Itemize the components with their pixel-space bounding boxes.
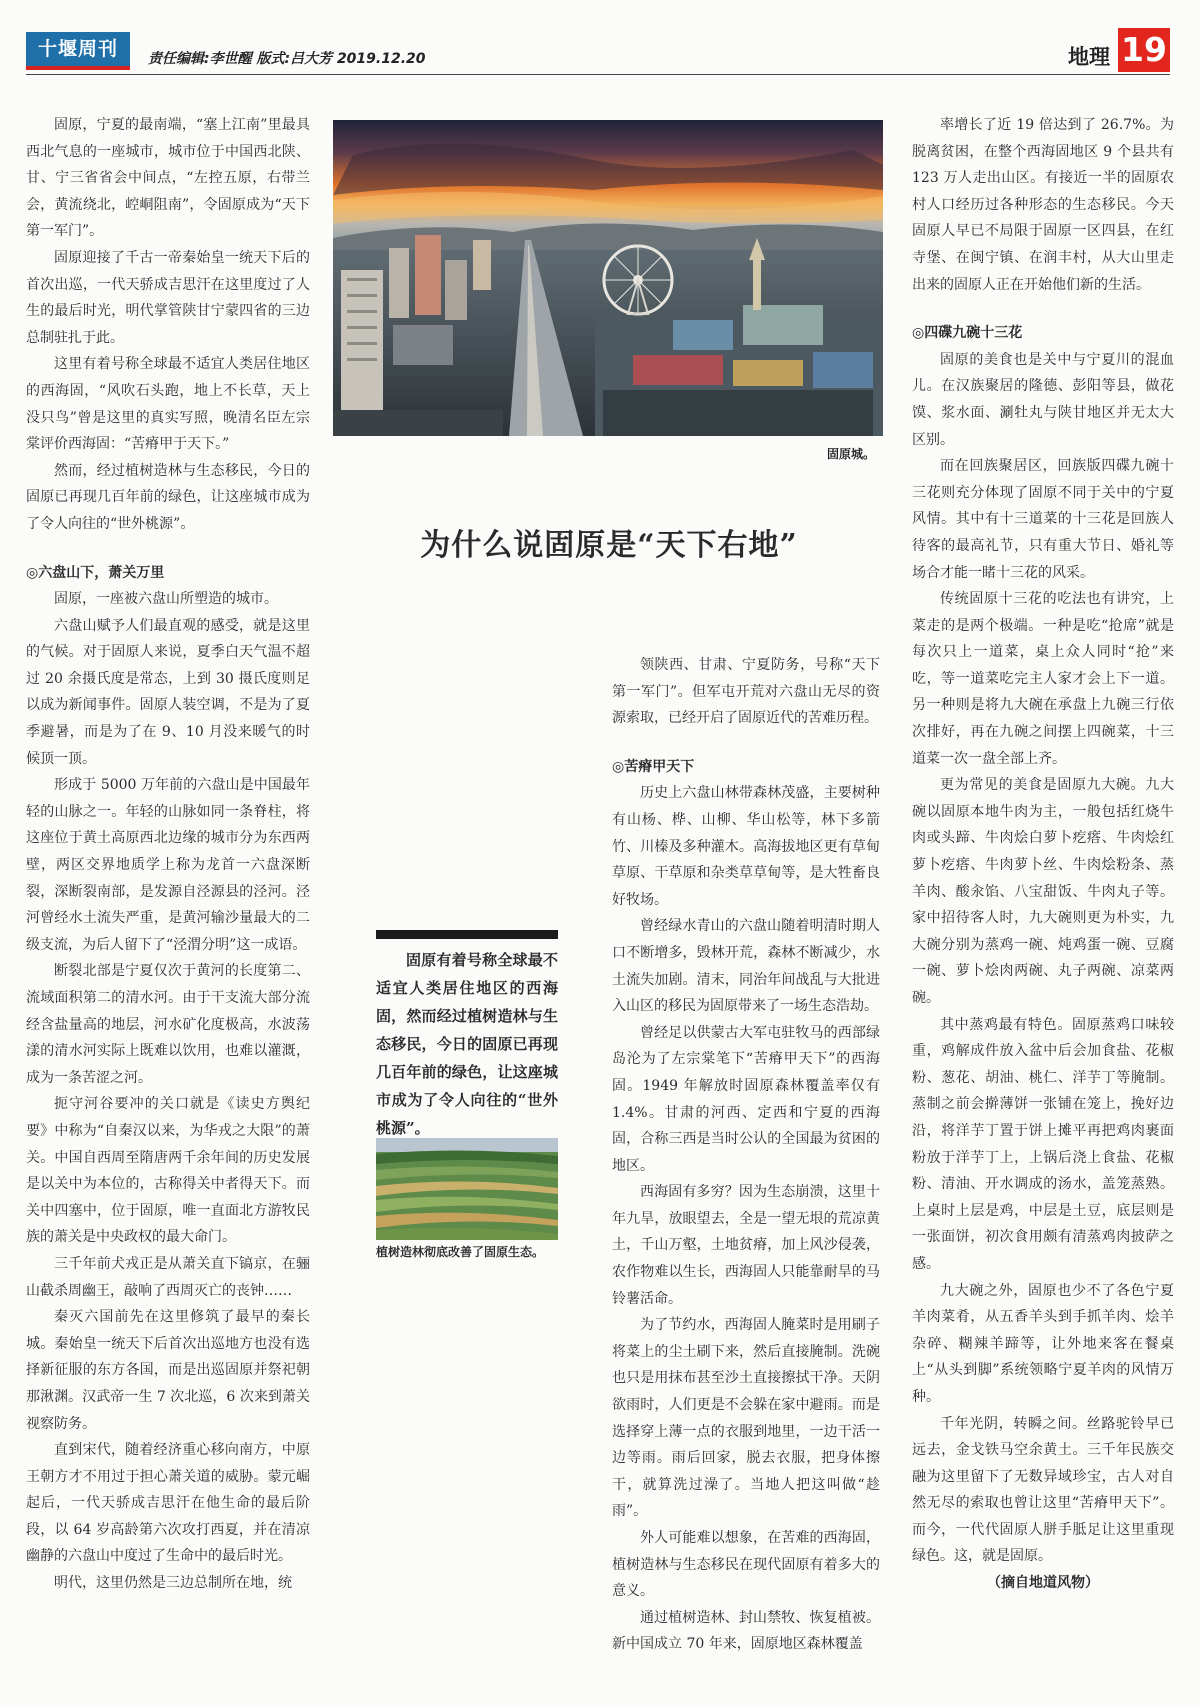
- paragraph: 固原的美食也是关中与宁夏川的混血儿。在汉族聚居的隆德、彭阳等县，做花馍、浆水面、涮牡丸与陕甘地区并无太大区别。: [912, 351, 1174, 448]
- paragraph: 外人可能难以想象，在苦难的西海固，植树造林与生态移民在现代固原有着多大的意义。: [612, 1530, 880, 1600]
- paragraph: 曾经足以供蒙古大军屯驻牧马的西部绿岛沦为了左宗棠笔下“苦瘠甲天下”的西海固。1949 年解放时固原森林覆盖率仅有 1.4%。甘肃的河西、定西和宁夏的西海固，合称三西是当时公认的全国最为贫困的地区。: [612, 1024, 880, 1174]
- masthead: 十堰周刊: [26, 32, 130, 66]
- paragraph: 六盘山赋予人们最直观的感受，就是这里的气候。对于固原人来说，夏季白天气温不超过 20 余摄氏度是常态，上到 30 摄氏度则足以成为新闻事件。固原人装空调，不是为了夏季避暑，而是为了在 9、10 月没来暖气的时候顶一顶。: [26, 617, 310, 767]
- pull-quote-bar: [376, 930, 558, 939]
- pull-quote: [376, 946, 558, 1142]
- terraced-fields-photo: [376, 1138, 558, 1240]
- header-rule: [26, 74, 1170, 75]
- paragraph: 千年光阴，转瞬之间。丝路驼铃早已远去，金戈铁马空余黄土。三千年民族交融为这里留下了无数异域珍宝，古人对自然无尽的索取也曾让这里“苦瘠甲天下”。而今，一代代固原人胼手胝足让这里重现绿色。这，就是固原。: [912, 1415, 1174, 1565]
- article-headline: 为什么说固原是“天下右地”: [420, 528, 798, 563]
- paragraph: 曾经绿水青山的六盘山随着明清时期人口不断增多，毁林开荒，森林不断减少，水土流失加剧。清末，同治年间战乱与大批进入山区的移民为固原带来了一场生态浩劫。: [612, 918, 880, 1015]
- paragraph: 更为常见的美食是固原九大碗。九大碗以固原本地牛肉为主，一般包括红烧牛肉或头蹄、牛肉烩白萝卜疙瘩、牛肉烩红萝卜疙瘩、牛肉萝卜丝、牛肉烩粉条、蒸羊肉、酸汆馅、八宝甜饭、牛肉丸子等。家中招待客人时，九大碗则更为朴实，九大碗分别为蒸鸡一碗、炖鸡蛋一碗、豆腐一碗、萝卜烩肉两碗、丸子两碗、凉菜两碗。: [912, 777, 1174, 1006]
- paragraph: 率增长了近 19 倍达到了 26.7%。为脱离贫困，在整个西海固地区 9 个县共有 123 万人走出山区。有接近一半的固原农村人口经历过各种形态的生态移民。今天固原人早已不局限于固原一区四县，在红寺堡、在闽宁镇、在润丰村，从大山里走出来的固原人正在开始他们新的生活。: [912, 117, 1174, 293]
- paragraph: 西海固有多穷？因为生态崩溃，这里十年九旱，放眼望去，全是一望无垠的荒凉黄土，千山万壑，土地贫瘠，加上风沙侵袭，农作物难以生长，西海固人只能靠耐旱的马铃薯活命。: [612, 1184, 880, 1307]
- section-label: 地理: [1068, 45, 1110, 69]
- page-number: 19: [1118, 28, 1170, 72]
- paragraph: 为了节约水，西海固人腌菜时是用刷子将菜上的尘土刷下来，然后直接腌制。洗碗也只是用抹布甚至沙土直接擦拭干净。天阴欲雨时，人们更是不会躲在家中避雨。而是选择穿上薄一点的衣服到地里，一边干活一边等雨。雨后回家，脱去衣服，把身体擦干，就算洗过澡了。当地人把这叫做“趁雨”。: [612, 1317, 880, 1520]
- paragraph: 然而，经过植树造林与生态移民，今日的固原已再现几百年前的绿色，让这座城市成为了令人向往的“世外桃源”。: [26, 462, 310, 532]
- city-illustration: [333, 120, 883, 436]
- paragraph: 通过植树造林、封山禁牧、恢复植被。新中国成立 70 年来，固原地区森林覆盖: [612, 1609, 880, 1653]
- article-column-1: [26, 112, 310, 1597]
- paragraph: 秦灭六国前先在这里修筑了最早的秦长城。秦始皇一统天下后首次出巡地方也没有选择新征服的东方各国，而是出巡固原并祭祀朝那湫渊。汉武帝一生 7 次北巡，6 次来到萧关视察防务。: [26, 1309, 310, 1432]
- paragraph: 领陕西、甘肃、宁夏防务，号称“天下第一军门”。但军屯开荒对六盘山无尽的资源索取，已经开启了固原近代的苦难历程。: [612, 657, 880, 727]
- section-heading: ◎苦瘠甲天下: [612, 758, 695, 775]
- page-header: [26, 28, 1170, 74]
- paragraph: 明代，这里仍然是三边总制所在地，统: [54, 1575, 292, 1592]
- paragraph: 直到宋代，随着经济重心移向南方，中原王朝方才不用过于担心萧关道的威胁。蒙元崛起后，一代天骄成吉思汗在他生命的最后阶段，以 64 岁高龄第六次攻打西夏，并在清凉幽静的六盘山中度过了生命中的最后时光。: [26, 1442, 310, 1565]
- thumbnail-caption: 植树造林彻底改善了固原生态。: [376, 1245, 545, 1259]
- section-heading: ◎四碟九碗十三花: [912, 325, 1023, 342]
- article-column-4: [912, 112, 1174, 1597]
- paragraph: 固原，宁夏的最南端，“塞上江南”里最具西北气息的一座城市，城市位于中国西北陕、甘、宁三省省会中间点，“左控五原，右带兰会，黄流绕北，崆峒阻南”，令固原成为“天下第一军门”。: [26, 117, 310, 240]
- article-column-3: [612, 652, 880, 1658]
- terrace-illustration: [376, 1138, 558, 1240]
- paragraph: 九大碗之外，固原也少不了各色宁夏羊肉菜肴，从五香羊头到手抓羊肉、烩羊杂碎、糊辣羊蹄等，让外地来客在餐桌上“从头到脚”系统领略宁夏羊肉的风情万种。: [912, 1282, 1174, 1405]
- paragraph: 而在回族聚居区，回族版四碟九碗十三花则充分体现了固原不同于关中的宁夏风情。其中有十三道菜的十三花是回族人待客的最高礼节，只有重大节日、婚礼等场合才能一睹十三花的风采。: [912, 458, 1174, 581]
- guyuan-city-photo: [333, 120, 883, 436]
- paragraph: 传统固原十三花的吃法也有讲究，上菜走的是两个极端。一种是吃“抢席”就是每次只上一道菜，桌上众人同时“抢”来吃，等一道菜吃完主人家才会上下一道。另一种则是将九大碗在承盘上九碗三行依次排好，再在九碗之间摆上四碗菜，十三道菜一次一盘全部上齐。: [912, 591, 1174, 767]
- section-heading: ◎六盘山下，萧关万里: [26, 564, 165, 581]
- masthead-underline: [26, 66, 130, 70]
- paragraph: 其中蒸鸡最有特色。固原蒸鸡口味较重，鸡解成件放入盆中后会加食盐、花椒粉、葱花、胡油、桃仁、洋芋丁等腌制。蒸制之前会擀薄饼一张铺在笼上，挽好边沿，将洋芋丁置于饼上摊平再把鸡肉裹面粉放于洋芋丁上，上锅后浇上食盐、花椒粉、清油、开水调成的汤水，盖笼蒸熟。上桌时上层是鸡，中层是土豆，底层则是一张面饼，初次食用颇有清蒸鸡肉披萨之感。: [912, 1016, 1174, 1272]
- paragraph: 三千年前犬戎正是从萧关直下镐京，在骊山截杀周幽王，敲响了西周灭亡的丧钟……: [26, 1255, 310, 1299]
- paragraph: 历史上六盘山林带森林茂盛，主要树种有山杨、桦、山柳、华山松等，林下多箭竹、川榛及多种灌木。高海拔地区更有草甸草原、干草原和杂类草草甸等，是大牲畜良好牧场。: [612, 785, 880, 908]
- pull-quote-text: 固原有着号称全球最不适宜人类居住地区的西海固，然而经过植树造林与生态移民，今日的固原已再现几百年前的绿色，让这座城市成为了令人向往的“世外桃源”。: [376, 951, 558, 1137]
- paragraph: 形成于 5000 万年前的六盘山是中国最年轻的山脉之一。年轻的山脉如同一条脊柱，将这座位于黄土高原西北边缘的城市分为东西两壁，两区交界地质学上称为龙首一六盘深断裂，深断裂南部，是发源自泾源县的泾河。泾河曾经水土流失严重，是黄河输沙量最大的二级支流，为后人留下了“泾渭分明”这一成语。: [26, 777, 310, 953]
- paragraph: 固原，一座被六盘山所塑造的城市。: [54, 591, 278, 608]
- paragraph: 断裂北部是宁夏仅次于黄河的长度第二、流域面积第二的清水河。由于干支流大部分流经含盐量高的地层，河水矿化度极高，水波荡漾的清水河实际上既难以饮用，也难以灌溉，成为一条苦涩之河。: [26, 963, 310, 1086]
- photo-caption: 固原城。: [826, 447, 875, 461]
- paragraph: 扼守河谷要冲的关口就是《读史方舆纪要》中称为“自秦汉以来，为华戎之大限”的萧关。中国自西周至隋唐两千余年间的历史发展是以关中为本位的，古称得关中者得天下。而关中四塞中，位于固原，唯一直面北方游牧民族的萧关是中央政权的最大命门。: [26, 1096, 310, 1246]
- article-source: （摘自地道风物）: [987, 1575, 1099, 1592]
- paragraph: 固原迎接了千古一帝秦始皇一统天下后的首次出巡，一代天骄成吉思汗在这里度过了人生的最后时光，明代掌管陕甘宁蒙四省的三边总制驻扎于此。: [26, 249, 310, 346]
- paragraph: 这里有着号称全球最不适宜人类居住地区的西海固，“风吹石头跑，地上不长草，天上没只鸟”曾是这里的真实写照，晚清名臣左宗棠评价西海固：“苦瘠甲于天下。”: [26, 356, 310, 453]
- editor-credits: 责任编辑:李世醒 版式:吕大芳 2019.12.20: [148, 51, 426, 67]
